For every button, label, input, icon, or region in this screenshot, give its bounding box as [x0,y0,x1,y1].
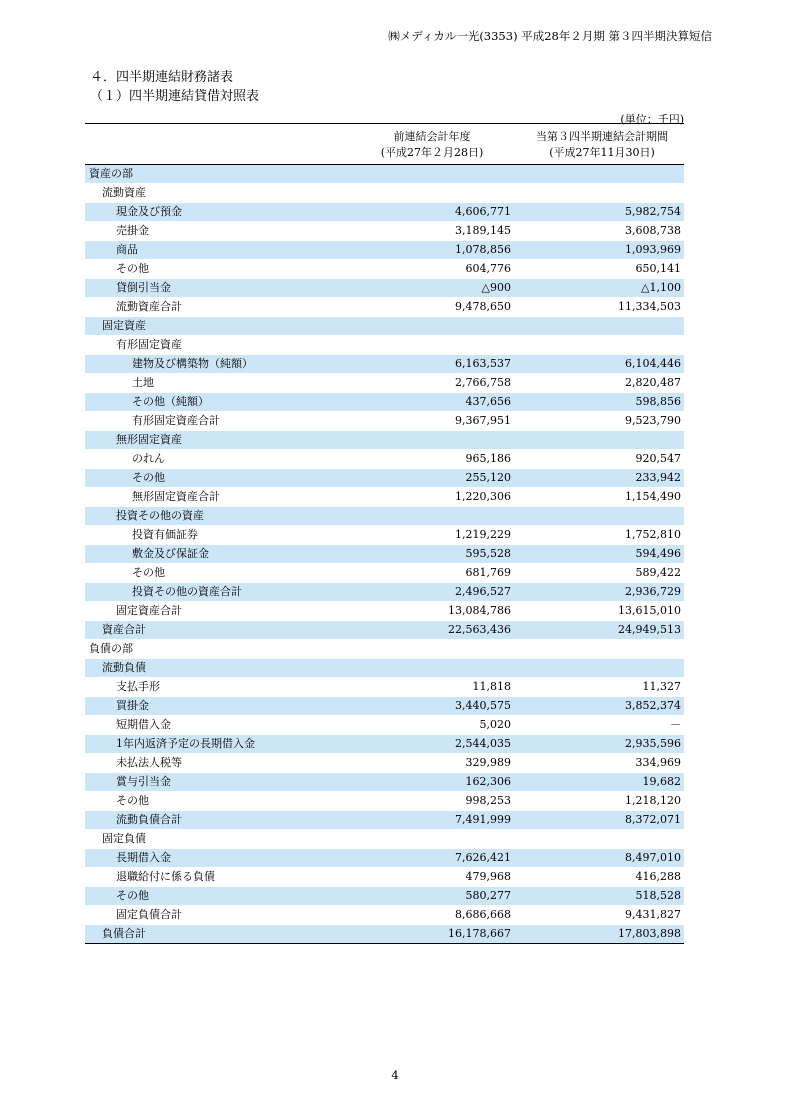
current-period-value: 589,422 [635,566,681,579]
row-label: 支払手形 [116,680,160,693]
row-label: 資産合計 [102,623,146,636]
table-row [85,735,684,754]
table-row [85,336,684,355]
prior-period-value: 8,686,668 [455,908,511,921]
row-label: 賞与引当金 [116,775,171,788]
table-row [85,583,684,602]
table-row [85,811,684,830]
table-row [85,469,684,488]
row-label: 建物及び構築物（純額） [132,357,253,370]
prior-period-value: 11,818 [472,680,511,693]
prior-period-value: 2,496,527 [455,585,511,598]
prior-period-value: 595,528 [465,547,511,560]
current-period-value: 598,856 [635,395,681,408]
balance-sheet-table [85,165,684,944]
table-row [85,355,684,374]
row-label: 未払法人税等 [116,756,182,769]
current-period-value: 416,288 [635,870,681,883]
row-label: 投資その他の資産 [116,509,204,522]
prior-period-value: 162,306 [465,775,511,788]
prior-period-value: 604,776 [465,262,511,275]
table-row [85,203,684,222]
table-row [85,678,684,697]
table-row [85,222,684,241]
row-label: 現金及び預金 [116,205,182,218]
prior-period-value: 7,626,421 [455,851,511,864]
prior-period-value: 681,769 [465,566,511,579]
row-label: 買掛金 [116,699,149,712]
table-row [85,298,684,317]
current-period-value: 920,547 [635,452,681,465]
table-top-rule [85,123,684,124]
row-label: 資産の部 [89,167,133,180]
column-header-current-line2: (平成27年11月30日) [549,146,655,159]
prior-period-value: 1,220,306 [455,490,511,503]
prior-period-value: 2,544,035 [455,737,511,750]
row-label: 短期借入金 [116,718,171,731]
row-label: 有形固定資産合計 [132,414,220,427]
table-row [85,450,684,469]
table-row [85,317,684,336]
row-label: 商品 [116,243,138,256]
row-label: 流動負債合計 [116,813,182,826]
current-period-value: 3,608,738 [625,224,681,237]
prior-period-value: 5,020 [479,718,511,731]
prior-period-value: 329,989 [465,756,511,769]
current-period-value: 9,431,827 [625,908,681,921]
row-label: 土地 [132,376,154,389]
table-row [85,165,684,184]
prior-period-value: △900 [481,281,511,294]
section-title: ４．四半期連結財務諸表 [90,70,234,85]
current-period-value: 233,942 [635,471,681,484]
table-row [85,545,684,564]
prior-period-value: 1,078,856 [455,243,511,256]
column-header-prior-line2: (平成27年２月28日) [380,146,484,159]
table-row [85,792,684,811]
row-label: その他 [116,794,149,807]
current-period-value: 650,141 [635,262,681,275]
current-period-value: △1,100 [641,281,681,294]
row-label: 退職給付に係る負債 [116,870,215,883]
current-period-value: 11,334,503 [618,300,681,313]
row-label: その他 [116,262,149,275]
table-row [85,526,684,545]
prior-period-value: 9,478,650 [455,300,511,313]
row-label: 長期借入金 [116,851,171,864]
current-period-value: 2,820,487 [625,376,681,389]
current-period-value: 11,327 [642,680,681,693]
row-label: 流動資産 [102,186,146,199]
current-period-value: 8,372,071 [625,813,681,826]
table-row [85,279,684,298]
section-subtitle: （１）四半期連結貸借対照表 [90,89,260,104]
row-label: 貸倒引当金 [116,281,171,294]
table-row [85,773,684,792]
current-period-value: 19,682 [642,775,681,788]
current-period-value: 3,852,374 [625,699,681,712]
row-label: のれん [132,452,165,465]
prior-period-value: 7,491,999 [455,813,511,826]
row-label: 流動資産合計 [116,300,182,313]
current-period-value: 5,982,754 [625,205,681,218]
prior-period-value: 2,766,758 [455,376,511,389]
prior-period-value: 965,186 [465,452,511,465]
prior-period-value: 1,219,229 [455,528,511,541]
row-label: 負債の部 [89,642,133,655]
row-label: 投資その他の資産合計 [132,585,242,598]
unit-label: (単位：千円) [620,113,684,126]
table-row [85,754,684,773]
table-row [85,830,684,849]
table-row [85,868,684,887]
row-label: 固定負債 [102,832,146,845]
column-header-current-line1: 当第３四半期連結会計期間 [536,130,668,143]
table-row [85,412,684,431]
current-period-value: 1,154,490 [625,490,681,503]
prior-period-value: 3,440,575 [455,699,511,712]
page-number: 4 [391,1068,399,1082]
row-label: その他（純額） [132,395,209,408]
prior-period-value: 16,178,667 [448,927,511,940]
table-row [85,906,684,925]
current-period-value: 8,497,010 [625,851,681,864]
table-row [85,260,684,279]
current-period-value: 2,935,596 [625,737,681,750]
row-label: 有形固定資産 [116,338,182,351]
prior-period-value: 998,253 [465,794,511,807]
row-label: 無形固定資産 [116,433,182,446]
document-header: ㈱メディカル一光(3353) 平成28年２月期 第３四半期決算短信 [388,29,712,43]
current-period-value: 24,949,513 [618,623,681,636]
table-row [85,602,684,621]
prior-period-value: 437,656 [465,395,511,408]
row-label: その他 [132,566,165,579]
row-label: 固定資産 [102,319,146,332]
row-label: 投資有価証券 [132,528,198,541]
table-row [85,241,684,260]
prior-period-value: 479,968 [465,870,511,883]
table-row [85,621,684,640]
current-period-value: 13,615,010 [618,604,681,617]
row-label: 無形固定資産合計 [132,490,220,503]
current-period-value: 1,218,120 [625,794,681,807]
prior-period-value: 9,367,951 [455,414,511,427]
row-label: 流動負債 [102,661,146,674]
table-row [85,184,684,203]
row-label: 売掛金 [116,224,149,237]
current-period-value: 2,936,729 [625,585,681,598]
current-period-value: 17,803,898 [618,927,681,940]
prior-period-value: 3,189,145 [455,224,511,237]
current-period-value: － [670,718,681,731]
row-label: 敷金及び保証金 [132,547,209,560]
row-label: 固定負債合計 [116,908,182,921]
table-row [85,925,684,944]
table-row [85,507,684,526]
current-period-value: 334,969 [635,756,681,769]
prior-period-value: 255,120 [465,471,511,484]
row-label: 固定資産合計 [116,604,182,617]
current-period-value: 1,093,969 [625,243,681,256]
current-period-value: 518,528 [635,889,681,902]
table-row [85,431,684,450]
table-row [85,659,684,678]
table-row [85,849,684,868]
current-period-value: 594,496 [635,547,681,560]
column-header-prior-line1: 前連結会計年度 [393,130,471,143]
prior-period-value: 580,277 [465,889,511,902]
row-label: その他 [116,889,149,902]
row-label: その他 [132,471,165,484]
prior-period-value: 4,606,771 [455,205,511,218]
table-row [85,393,684,412]
row-label: 1年内返済予定の長期借入金 [116,737,255,750]
prior-period-value: 13,084,786 [448,604,511,617]
row-label: 負債合計 [102,927,146,940]
current-period-value: 1,752,810 [625,528,681,541]
table-row [85,887,684,906]
table-row [85,640,684,659]
table-row [85,374,684,393]
current-period-value: 9,523,790 [625,414,681,427]
current-period-value: 6,104,446 [625,357,681,370]
table-row [85,564,684,583]
table-row [85,697,684,716]
prior-period-value: 6,163,537 [455,357,511,370]
column-header-prior [352,129,512,161]
table-row [85,488,684,507]
table-row [85,716,684,735]
prior-period-value: 22,563,436 [448,623,511,636]
column-header-current [520,129,684,161]
